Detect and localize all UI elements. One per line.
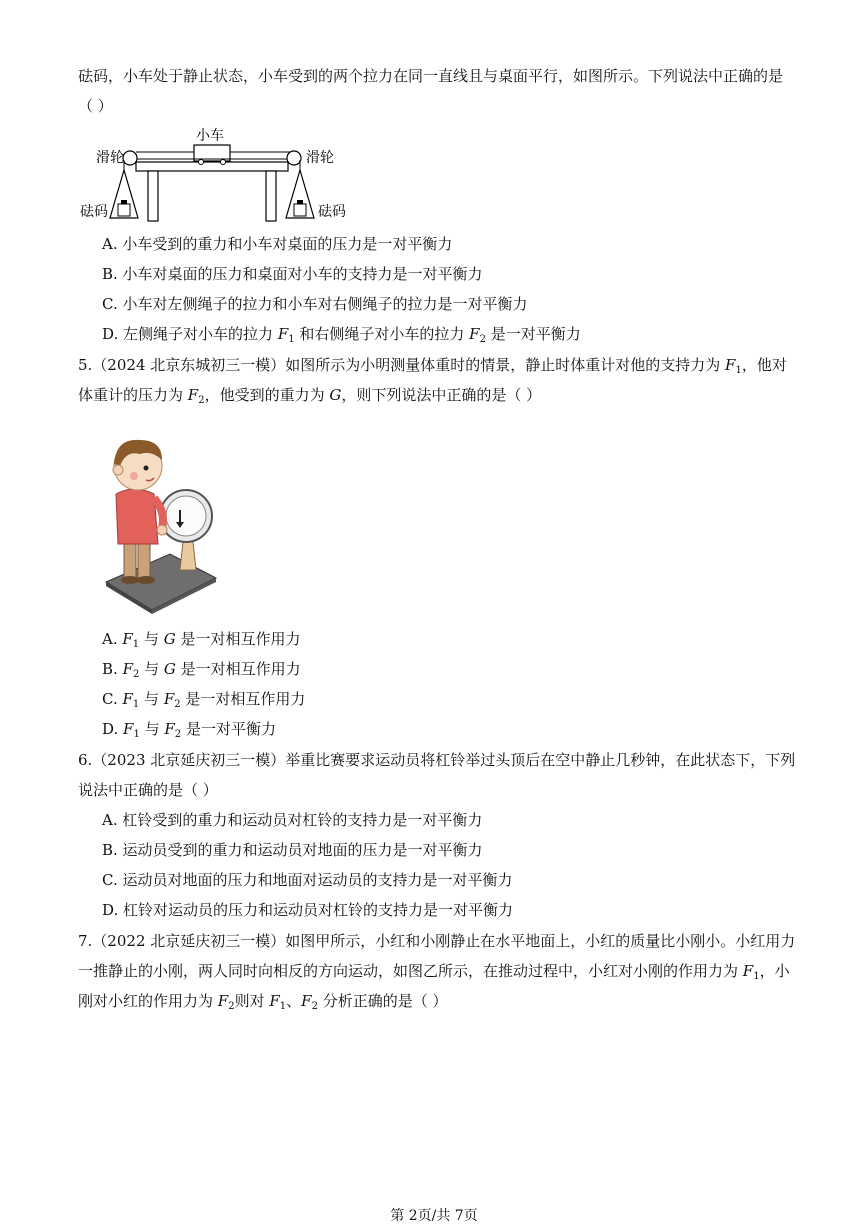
- weight-right: [294, 204, 306, 216]
- q7-stem-line2: 一推静止的小刚，两人同时向相反的方向运动，如图乙所示，在推动过程中，小红对小刚的作用力为 $F_1$，小: [78, 962, 790, 982]
- label-car: 小车: [196, 129, 224, 144]
- q6-option-c: C. 运动员对地面的压力和地面对运动员的支持力是一对平衡力: [102, 871, 513, 889]
- label-pulley-left: 滑轮: [96, 151, 124, 166]
- q4-option-b: B. 小车对桌面的压力和桌面对小车的支持力是一对平衡力: [102, 265, 483, 283]
- table-leg-left: [148, 171, 158, 221]
- q5-option-c: C. $F_1$ 与 $F_2$ 是一对相互作用力: [102, 690, 306, 710]
- q4-option-c: C. 小车对左侧绳子的拉力和小车对右侧绳子的拉力是一对平衡力: [102, 295, 528, 313]
- q5-option-b: B. $F_2$ 与 G 是一对相互作用力: [102, 660, 301, 680]
- q5-boy-on-scale-figure: [100, 432, 220, 614]
- q6-option-d: D. 杠铃对运动员的压力和运动员对杠铃的支持力是一对平衡力: [102, 901, 514, 919]
- cart-wheel: [221, 160, 226, 165]
- q5-option-a: A. $F_1$ 与 G 是一对相互作用力: [102, 630, 301, 650]
- q7-stem-line1: 7.（2022 北京延庆初三一模）如图甲所示，小红和小刚静止在水平地面上，小红的质量比小刚小。小红用力: [78, 932, 796, 950]
- pulley-right: [287, 151, 301, 165]
- page-footer: 第 2页/共 7页: [390, 1208, 478, 1224]
- q6-option-b: B. 运动员受到的重力和运动员对地面的压力是一对平衡力: [102, 841, 483, 859]
- cart-wheel: [199, 160, 204, 165]
- boy-leg-right: [138, 540, 150, 578]
- q6-stem-line2: 说法中正确的是（ ）: [78, 781, 218, 799]
- pulley-left: [123, 151, 137, 165]
- table-top: [136, 162, 288, 171]
- q4-cart-table-figure: [78, 118, 368, 228]
- boy-shirt: [116, 489, 158, 544]
- q4-stem-line2: （ ）: [78, 97, 113, 115]
- q4-option-d: D. 左侧绳子对小车的拉力 $F_1$ 和右侧绳子对小车的拉力 $F_2$ 是一对平衡力: [102, 325, 581, 345]
- label-pulley-right: 滑轮: [306, 151, 334, 166]
- q6-option-a: A. 杠铃受到的重力和运动员对杠铃的支持力是一对平衡力: [102, 811, 483, 829]
- q6-stem-line1: 6.（2023 北京延庆初三一模）举重比赛要求运动员将杠铃举过头顶后在空中静止几秒钟，在此状态下，下列: [78, 751, 796, 769]
- q4-option-a: A. 小车受到的重力和小车对桌面的压力是一对平衡力: [102, 235, 453, 253]
- table-leg-right: [266, 171, 276, 221]
- q5-stem-line1: 5.（2024 北京东城初三一模）如图所示为小明测量体重时的情景，静止时体重计对他的支持力为 $F_1$，他对: [78, 356, 787, 376]
- q5-stem-line2: 体重计的压力为 $F_2$，他受到的重力为 G，则下列说法中正确的是（ ）: [78, 386, 542, 406]
- weight-left: [118, 204, 130, 216]
- q7-stem-line3: 刚对小红的作用力为 $F_2$则对 $F_1$、$F_2$ 分析正确的是（ ）: [78, 992, 448, 1012]
- q5-option-d: D. $F_1$ 与 $F_2$ 是一对平衡力: [102, 720, 276, 740]
- q4-stem-line1: 砝码，小车处于静止状态，小车受到的两个拉力在同一直线且与桌面平行，如图所示。下列说法中正确的是: [78, 67, 784, 85]
- label-weight-right: 砝码: [318, 205, 346, 220]
- label-weight-left: 砝码: [80, 205, 108, 220]
- boy-leg-left: [124, 540, 136, 578]
